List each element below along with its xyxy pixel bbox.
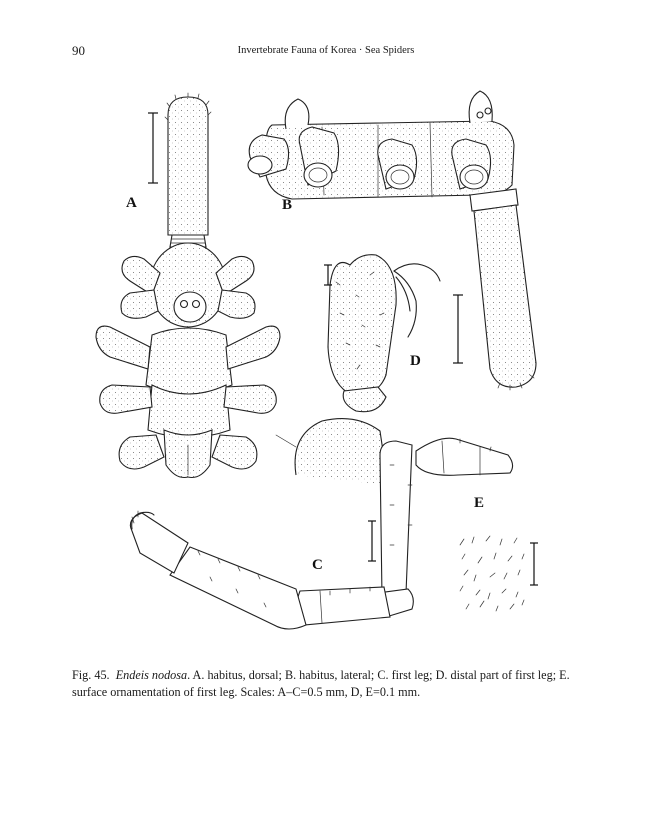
panel-b-lateral-habitus <box>248 91 536 390</box>
panel-label-d: D <box>410 353 421 369</box>
panel-label-b: B <box>282 197 293 213</box>
panel-label-e: E <box>474 495 485 511</box>
figure-caption <box>72 667 582 701</box>
caption-text: . A. habitus, dorsal; B. habitus, lateral; C. first leg; D. distal part of first leg; E. surface ornamentation of first leg. Scales: A–C=0.5 mm, D, E=0.1 mm. <box>72 668 570 699</box>
figure-drawing <box>60 85 600 655</box>
panel-d-distal-leg <box>276 255 440 485</box>
figure-45 <box>60 85 600 655</box>
caption-species-name: Endeis nodosa <box>115 668 188 682</box>
panel-e-surface-ornamentation <box>460 495 538 611</box>
running-head: Invertebrate Fauna of Korea · Sea Spiders <box>237 45 415 56</box>
panel-label-c: C <box>312 557 323 573</box>
panel-label-a: A <box>126 195 137 211</box>
caption-fig-label: Fig. 45. <box>72 668 110 682</box>
page-number: 90 <box>72 43 85 58</box>
